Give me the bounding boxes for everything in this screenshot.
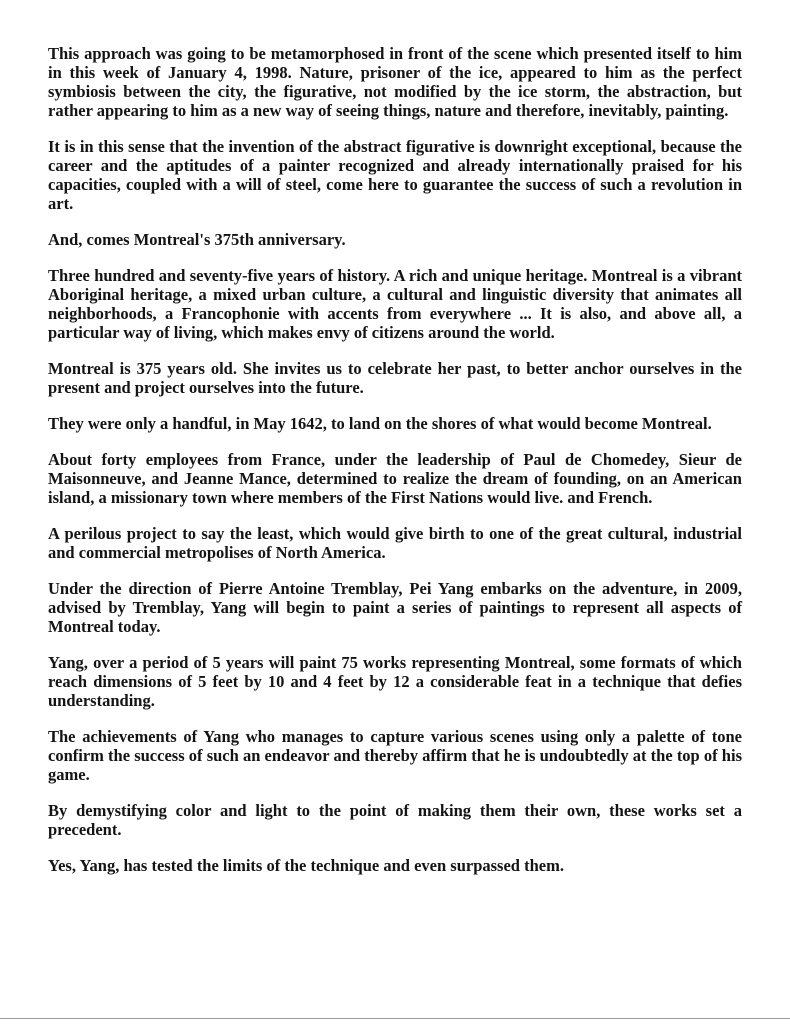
paragraph-anniversary: And, comes Montreal's 375th anniversary. bbox=[48, 230, 346, 249]
page-bottom-rule bbox=[0, 1018, 790, 1019]
paragraph-limits: Yes, Yang, has tested the limits of the technique and even surpassed them. bbox=[48, 856, 564, 875]
paragraph-demystifying-color: By demystifying color and light to the point of making them their own, these works set a precedent. bbox=[48, 801, 742, 839]
paragraph-tremblay-direction: Under the direction of Pierre Antoine Tremblay, Pei Yang embarks on the adventure, in 2009, advised by Tremblay, Yang will begin to paint a series of paintings to represent all aspects of Montreal today. bbox=[48, 579, 742, 636]
document-body bbox=[48, 44, 742, 875]
paragraph-ice-storm: This approach was going to be metamorphosed in front of the scene which presented itself to him in this week of January 4, 1998. Nature, prisoner of the ice, appeared to him as the perfect symbiosis between the city, the figurative, not modified by the ice storm, the abstraction, but rather appearing to him as a new way of seeing things, nature and therefore, inevitably, painting. bbox=[48, 44, 742, 120]
paragraph-abstract-figurative: It is in this sense that the invention of the abstract figurative is downright exceptional, because the career and the aptitudes of a painter recognized and already internationally praised for his capacities, coupled with a will of steel, come here to guarantee the success of such a revolution in art. bbox=[48, 137, 742, 213]
paragraph-may-1642: They were only a handful, in May 1642, to land on the shores of what would become Montreal. bbox=[48, 414, 712, 433]
paragraph-founders: About forty employees from France, under the leadership of Paul de Chomedey, Sieur de Maisonneuve, and Jeanne Mance, determined to realize the dream of founding, on an American island, a missionary town where members of the First Nations would live. and French. bbox=[48, 450, 742, 507]
paragraph-perilous-project: A perilous project to say the least, which would give birth to one of the great cultural, industrial and commercial metropolises of North America. bbox=[48, 524, 742, 562]
paragraph-history-heritage: Three hundred and seventy-five years of history. A rich and unique heritage. Montreal is a vibrant Aboriginal heritage, a mixed urban culture, a cultural and linguistic diversity that animates all neighborhoods, a Francophonie with accents from everywhere ... It is also, and above all, a particular way of living, which makes envy of citizens around the world. bbox=[48, 266, 742, 342]
paragraph-achievements: The achievements of Yang who manages to capture various scenes using only a palette of tone confirm the success of such an endeavor and thereby affirm that he is undoubtedly at the top of his game. bbox=[48, 727, 742, 784]
paragraph-375-years: Montreal is 375 years old. She invites us to celebrate her past, to better anchor ourselves in the present and project ourselves into the future. bbox=[48, 359, 742, 397]
paragraph-75-works: Yang, over a period of 5 years will paint 75 works representing Montreal, some formats of which reach dimensions of 5 feet by 10 and 4 feet by 12 a considerable feat in a technique that defies understanding. bbox=[48, 653, 742, 710]
